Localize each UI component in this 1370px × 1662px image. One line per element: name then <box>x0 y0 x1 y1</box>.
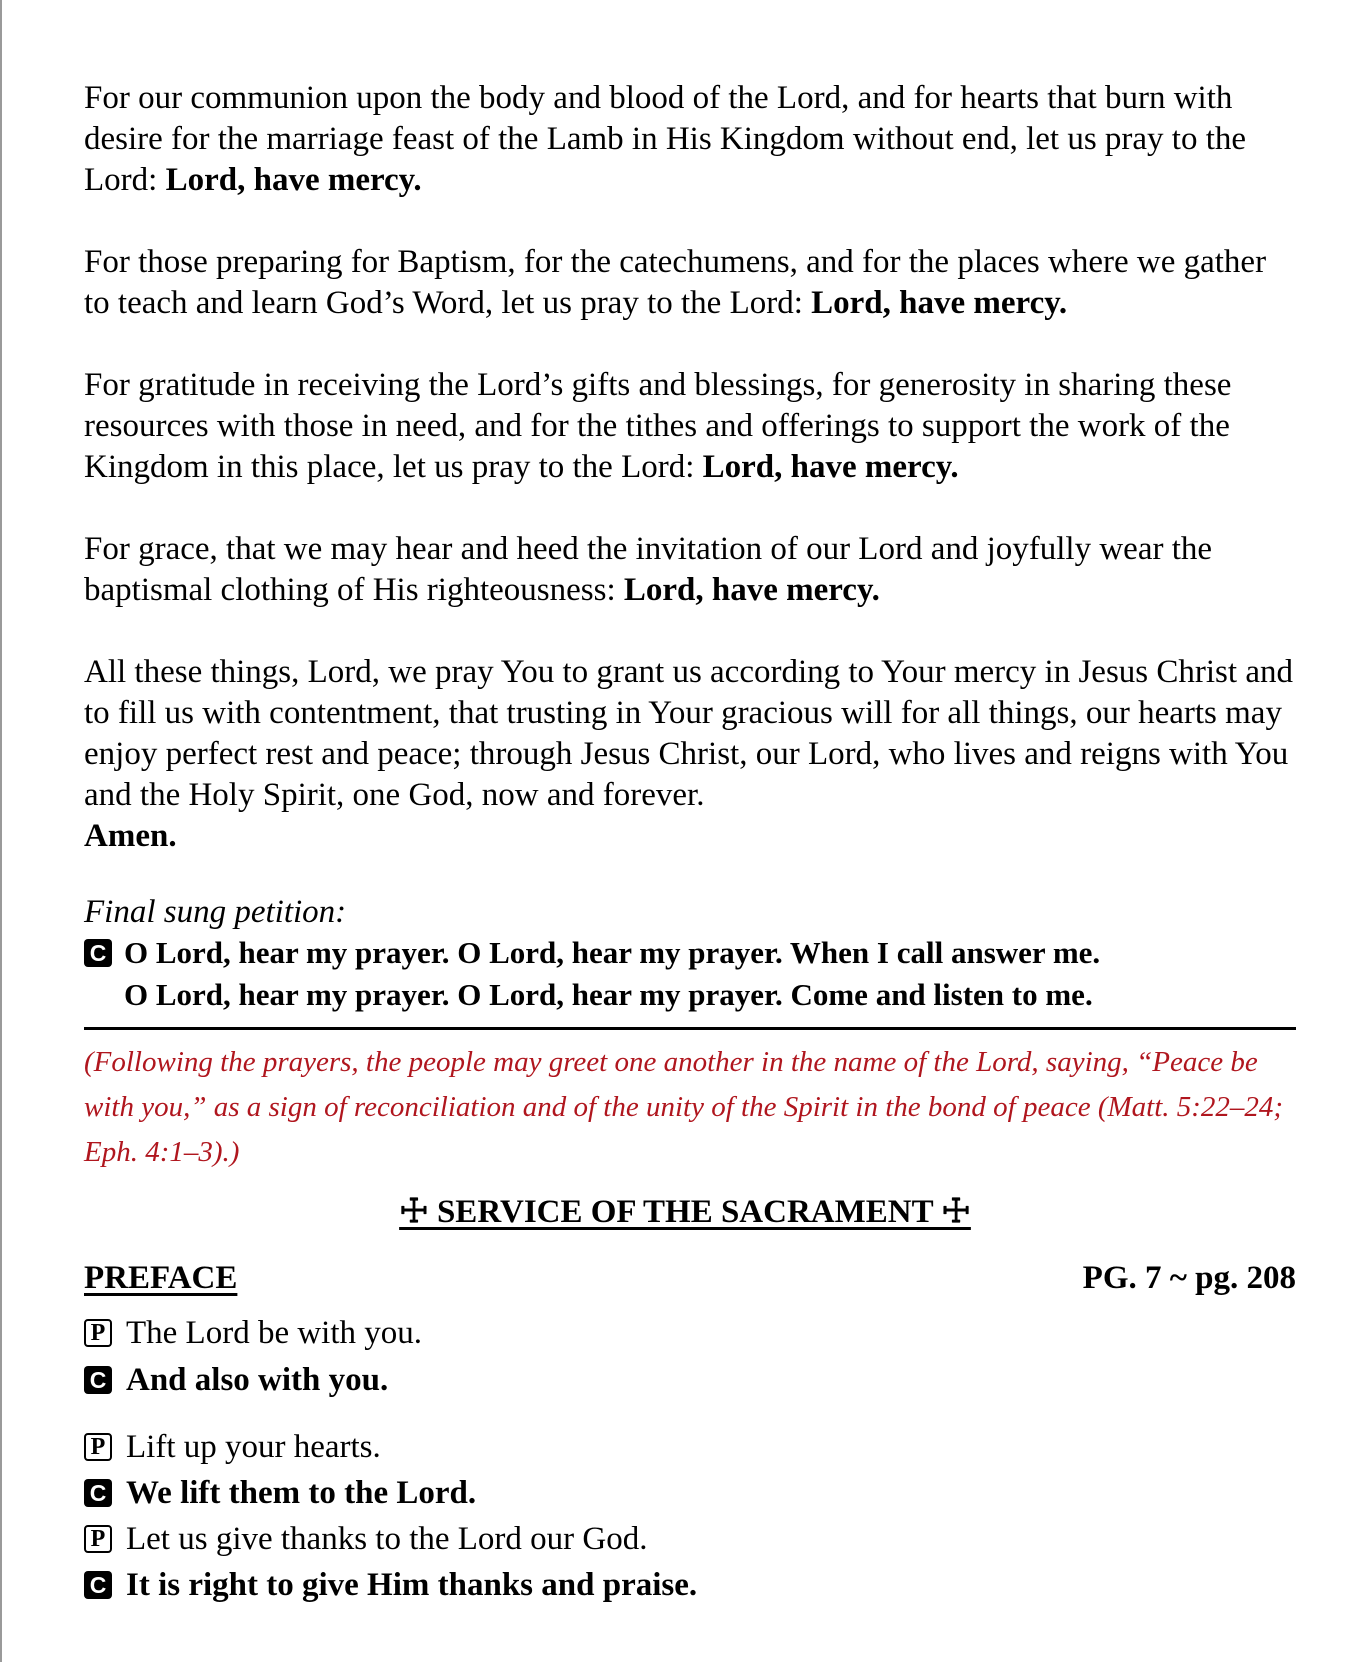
dialogue-line: P Let us give thanks to the Lord our God. <box>84 1519 648 1559</box>
petition-response: Lord, have mercy. <box>165 162 422 198</box>
dialogue-line: C And also with you. <box>84 1360 388 1400</box>
petition-paragraph: For our communion upon the body and blood of the Lord, and for hearts that burn with desire for the marriage feast of the Lamb in His Kingdom without end, let us pray to the Lord: Lord, have mercy. <box>84 80 1247 198</box>
congregation-badge-icon: C <box>84 1366 112 1394</box>
sung-petition <box>84 932 1296 1016</box>
dialogue-line: P Lift up your hearts. <box>84 1427 381 1467</box>
prayer-body <box>84 78 1296 1016</box>
petition-paragraph: For grace, that we may hear and heed the invitation of our Lord and joyfully wear the baptismal clothing of His righteousness: Lord, have mercy. <box>84 531 1213 608</box>
closing-collect: All these things, Lord, we pray You to grant us according to Your mercy in Jesus Christ and to fill us with contentment, that trusting in Your gracious will for all things, our hearts may enjoy perfect rest and peace; through Jesus Christ, our Lord, who lives and reigns with You and the Holy Spirit, one God, now and forever. Amen. <box>84 654 1293 854</box>
page-left-border <box>0 0 2 1662</box>
page-reference: PG. 7 ~ pg. 208 <box>1082 1260 1296 1296</box>
preface-header <box>84 1258 1296 1298</box>
petition-response: Lord, have mercy. <box>811 285 1068 321</box>
peace-rubric: (Following the prayers, the people may greet one another in the name of the Lord, saying, “Peace be with you,” as a sign of reconciliation and of the unity of the Spirit in the bond of peace (Matt. 5:22–24; Eph. 4:1–3).) <box>84 1046 1284 1168</box>
sung-petition-line-2: O Lord, hear my prayer. O Lord, hear my prayer. Come and listen to me. <box>124 977 1093 1012</box>
petition-paragraph: For those preparing for Baptism, for the catechumens, and for the places where we gather to teach and learn God’s Word, let us pray to the Lord: Lord, have mercy. <box>84 244 1267 321</box>
pastor-badge-icon: P <box>84 1433 112 1461</box>
dialogue-line: C It is right to give Him thanks and praise. <box>84 1565 697 1605</box>
section-divider <box>84 1027 1296 1030</box>
congregation-badge-icon: C <box>84 939 112 967</box>
pastor-badge-icon: P <box>84 1525 112 1553</box>
preface-heading: PREFACE <box>84 1260 238 1296</box>
petition-response: Lord, have mercy. <box>702 449 959 485</box>
sung-petition-line-1: O Lord, hear my prayer. O Lord, hear my prayer. When I call answer me. <box>124 935 1101 970</box>
amen-response: Amen. <box>84 818 177 854</box>
dialogue-line: P The Lord be with you. <box>84 1313 422 1353</box>
pastor-badge-icon: P <box>84 1319 112 1347</box>
congregation-badge-icon: C <box>84 1479 112 1507</box>
dialogue-line: C We lift them to the Lord. <box>84 1473 476 1513</box>
petition-response: Lord, have mercy. <box>623 572 880 608</box>
petition-paragraph: For gratitude in receiving the Lord’s gifts and blessings, for generosity in sharing these resources with those in need, and for the tithes and offerings to support the work of the Kingdom in this place, let us pray to the Lord: Lord, have mercy. <box>84 367 1232 485</box>
section-title: ☩ SERVICE OF THE SACRAMENT ☩ <box>399 1194 971 1230</box>
congregation-badge-icon: C <box>84 1571 112 1599</box>
sung-petition-intro: Final sung petition: <box>84 894 347 930</box>
